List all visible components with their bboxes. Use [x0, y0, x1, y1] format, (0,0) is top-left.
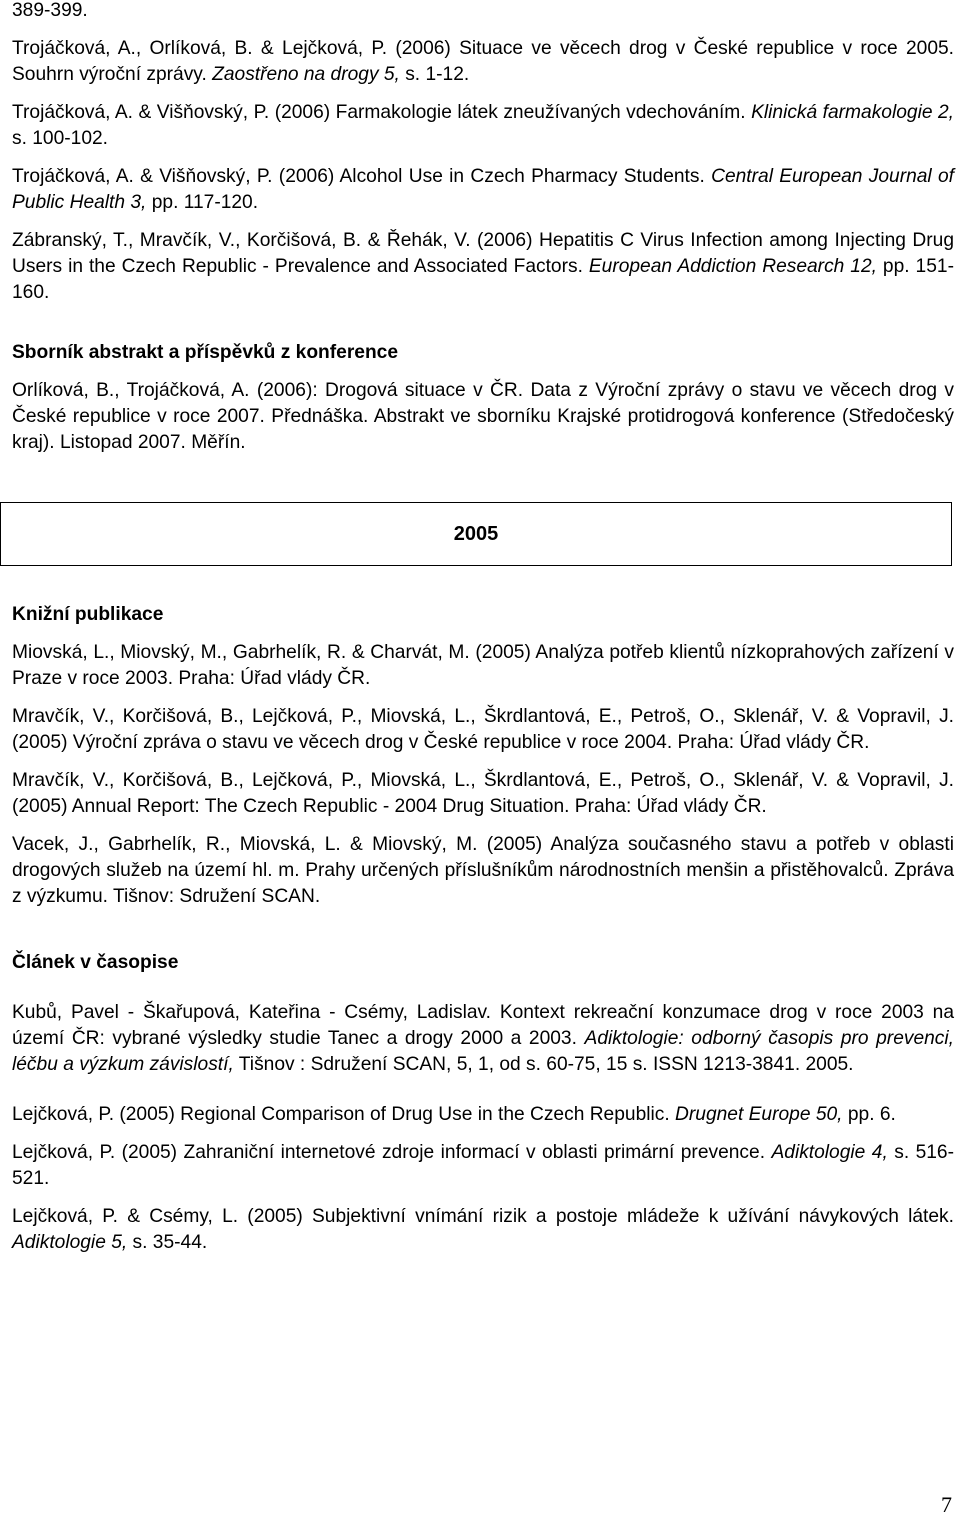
continued-fragment: 389-399.	[12, 0, 88, 21]
ref-text: Lejčková, P. (2005) Zahraniční internetové zdroje informací v oblasti primární prevence.	[12, 1142, 772, 1163]
ref-text: Lejčková, P. (2005) Regional Comparison of Drug Use in the Czech Republic.	[12, 1104, 676, 1125]
ref-journal: Central European Journal of Public Health 3,	[12, 166, 954, 213]
ref-pages: s. 100-102.	[12, 128, 109, 149]
article-entry	[12, 1102, 954, 1128]
ref-pages: s. 516-521.	[12, 1142, 954, 1189]
ref-pages: pp. 151-160.	[12, 256, 954, 303]
ref-pages: Tišnov : Sdružení SCAN, 5, 1, od s. 60-75, 15 s. ISSN 1213-3841. 2005.	[233, 1054, 854, 1075]
article-list	[12, 1000, 954, 1256]
reference-list-2006	[12, 36, 954, 306]
reference-entry	[12, 100, 954, 152]
ref-journal: Adiktologie 4,	[771, 1142, 888, 1163]
book-entry: Mravčík, V., Korčišová, B., Lejčková, P., Miovská, L., Škrdlantová, E., Petroš, O., Sklenář, V. & Vopravil, J. (2005) Annual Report: The Czech Republic - 2004 Drug Situation. Praha: Úřad vlády ČR.	[12, 770, 954, 817]
ref-pages: s. 35-44.	[127, 1232, 208, 1253]
ref-journal: European Addiction Research 12,	[588, 256, 877, 277]
section-heading-books: Knižní publikace	[12, 604, 164, 625]
ref-journal: Zaostřeno na drogy 5,	[212, 64, 400, 85]
article-entry	[12, 1204, 954, 1256]
reference-entry	[12, 228, 954, 306]
ref-pages: s. 1-12.	[399, 64, 470, 85]
section-heading-articles: Článek v časopise	[12, 952, 179, 973]
article-entry	[12, 1000, 954, 1078]
ref-pages: pp. 6.	[842, 1104, 896, 1125]
book-entry: Miovská, L., Miovský, M., Gabrhelík, R. & Charvát, M. (2005) Analýza potřeb klientů nízkoprahových zařízení v Praze v roce 2003. Praha: Úřad vlády ČR.	[12, 642, 954, 689]
conference-entry: Orlíková, B., Trojáčková, A. (2006): Drogová situace v ČR. Data z Výroční zprávy o stavu ve věcech drog v České republice v roce 2007. Přednáška. Abstrakt ve sborníku Krajské protidrogová konference (Středočeský kraj). Listopad 2007. Měřín.	[12, 380, 954, 453]
ref-journal: Drugnet Europe 50,	[675, 1104, 843, 1125]
book-entry: Mravčík, V., Korčišová, B., Lejčková, P., Miovská, L., Škrdlantová, E., Petroš, O., Sklenář, V. & Vopravil, J. (2005) Výroční zpráva o stavu ve věcech drog v České republice v roce 2004. Praha: Úřad vlády ČR.	[12, 706, 954, 753]
ref-text: Trojáčková, A. & Višňovský, P. (2006) Farmakologie látek zneužívaných vdechováním.	[12, 102, 752, 123]
page-number: 7	[941, 1492, 952, 1517]
document-page	[12, 0, 954, 1268]
ref-journal: Klinická farmakologie 2,	[751, 102, 954, 123]
ref-text: Trojáčková, A., Orlíková, B. & Lejčková, P. (2006) Situace ve věcech drog v České republice v roce 2005. Souhrn výroční zprávy.	[12, 38, 954, 85]
article-entry	[12, 1140, 954, 1192]
ref-text: Trojáčková, A. & Višňovský, P. (2006) Alcohol Use in Czech Pharmacy Students.	[12, 166, 712, 187]
ref-pages: pp. 117-120.	[146, 192, 259, 213]
reference-entry	[12, 164, 954, 216]
year-label: 2005	[453, 523, 499, 545]
section-heading-conference: Sborník abstrakt a příspěvků z konference	[12, 342, 399, 363]
ref-journal: Adiktologie: odborný časopis pro prevenci, léčbu a výzkum závislostí,	[12, 1028, 954, 1075]
ref-text: Kubů, Pavel - Škařupová, Kateřina - Csémy, Ladislav. Kontext rekreační konzumace drog v roce 2003 na území ČR: vybrané výsledky studie Tanec a drogy 2000 a 2003.	[12, 1002, 954, 1049]
ref-text: Lejčková, P. & Csémy, L. (2005) Subjektivní vnímání rizik a postoje mládeže k užívání návykových látek.	[12, 1206, 954, 1227]
ref-text: Zábranský, T., Mravčík, V., Korčišová, B. & Řehák, V. (2006) Hepatitis C Virus Infection among Injecting Drug Users in the Czech Republic - Prevalence and Associated Factors.	[12, 230, 954, 277]
ref-journal: Adiktologie 5,	[12, 1232, 128, 1253]
book-entry: Vacek, J., Gabrhelík, R., Miovská, L. & Miovský, M. (2005) Analýza současného stavu a potřeb v oblasti drogových služeb na území hl. m. Prahy určených příslušníkům národnostních menšin a přistěhovalců. Zpráva z výzkumu. Tišnov: Sdružení SCAN.	[12, 834, 954, 907]
book-list	[12, 640, 954, 910]
reference-entry	[12, 36, 954, 88]
year-header-box	[0, 502, 952, 566]
